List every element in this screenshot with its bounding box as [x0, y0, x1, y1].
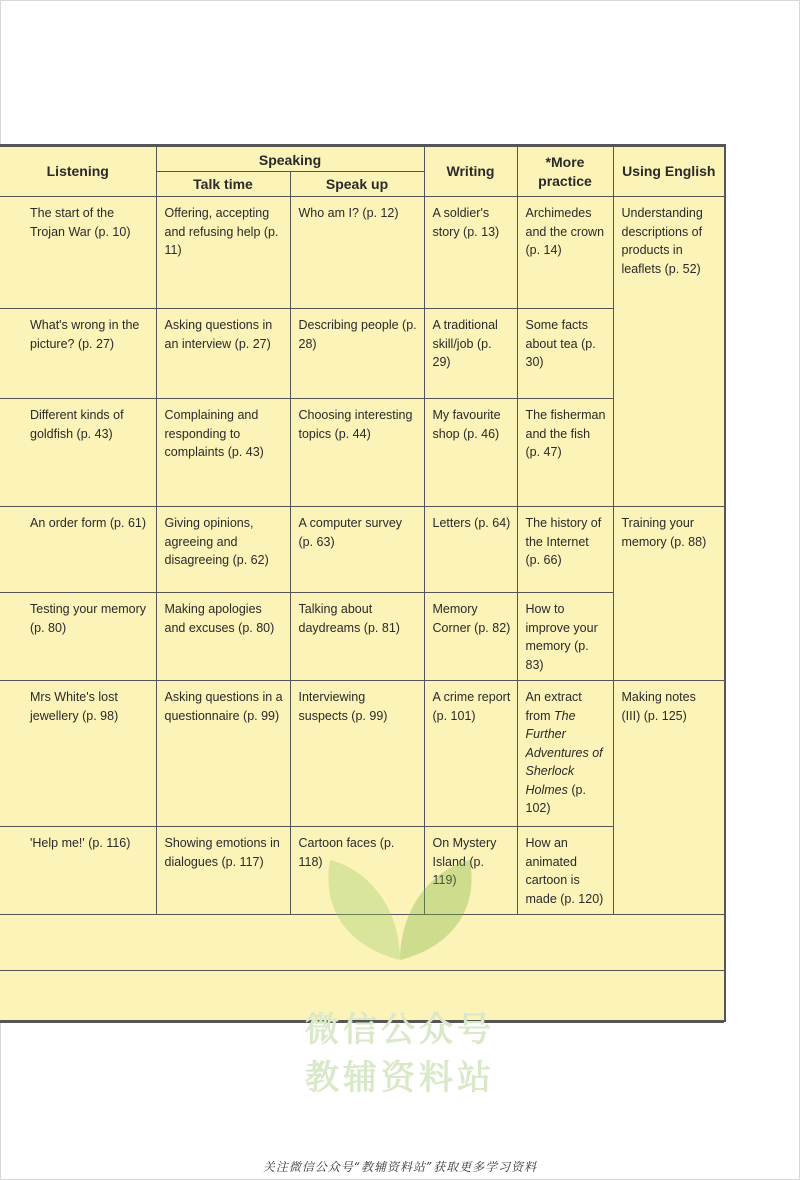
cell-listening: An order form (p. 61)	[0, 507, 156, 593]
cell-writing: A crime report (p. 101)	[424, 681, 517, 827]
cell-speak-up: Talking about daydreams (p. 81)	[290, 593, 424, 681]
header-talk-time: Talk time	[156, 172, 290, 197]
watermark-line2: 教辅资料站	[305, 1058, 495, 1098]
cell-writing: My favourite shop (p. 46)	[424, 399, 517, 507]
cell-listening: 'Help me!' (p. 116)	[0, 827, 156, 915]
cell-talk-time: Complaining and responding to complaints (p. 43)	[156, 399, 290, 507]
cell-speak-up: Interviewing suspects (p. 99)	[290, 681, 424, 827]
empty-cell	[0, 971, 724, 1023]
page-ref: (p. 102)	[525, 782, 586, 815]
cell-using-english: Understanding descriptions of products in leaflets (p. 52)	[613, 197, 724, 507]
header-speaking: Speaking	[156, 147, 424, 172]
watermark-line1: 微信公众号	[305, 1010, 495, 1050]
empty-row	[0, 915, 724, 971]
cell-listening: Testing your memory (p. 80)	[0, 593, 156, 681]
header-speak-up: Speak up	[290, 172, 424, 197]
cell-writing: Letters (p. 64)	[424, 507, 517, 593]
cell-more-practice: Archimedes and the crown (p. 14)	[517, 197, 613, 309]
cell-using-english: Making notes (III) (p. 125)	[613, 681, 724, 915]
cell-talk-time: Showing emotions in dialogues (p. 117)	[156, 827, 290, 915]
cell-writing: On Mystery Island (p. 119)	[424, 827, 517, 915]
cell-more-practice: How an animated cartoon is made (p. 120)	[517, 827, 613, 915]
cell-listening: What's wrong in the picture? (p. 27)	[0, 309, 156, 399]
book-title: The Further Adventures of Sherlock Holmes	[525, 708, 603, 797]
extract-intro: An extract from	[525, 690, 582, 723]
cell-talk-time: Offering, accepting and refusing help (p. 11)	[156, 197, 290, 309]
contents-table	[0, 146, 724, 1023]
table-row	[0, 197, 724, 309]
cell-talk-time: Asking questions in an interview (p. 27)	[156, 309, 290, 399]
cell-writing: Memory Corner (p. 82)	[424, 593, 517, 681]
header-listening: Listening	[0, 147, 156, 197]
empty-cell	[0, 915, 724, 971]
cell-more-practice: Some facts about tea (p. 30)	[517, 309, 613, 399]
cell-more-practice: The history of the Internet (p. 66)	[517, 507, 613, 593]
contents-sheet	[0, 144, 726, 1022]
empty-row	[0, 971, 724, 1023]
cell-talk-time: Making apologies and excuses (p. 80)	[156, 593, 290, 681]
footer-note: 关注微信公众号“教辅资料站”获取更多学习资料	[262, 1160, 538, 1174]
header-more-practice: *More practice	[517, 147, 613, 197]
cell-speak-up: Who am I? (p. 12)	[290, 197, 424, 309]
cell-writing: A soldier's story (p. 13)	[424, 197, 517, 309]
cell-listening: Mrs White's lost jewellery (p. 98)	[0, 681, 156, 827]
cell-writing: A traditional skill/job (p. 29)	[424, 309, 517, 399]
table-row	[0, 681, 724, 827]
cell-talk-time: Giving opinions, agreeing and disagreeing (p. 62)	[156, 507, 290, 593]
cell-using-english: Training your memory (p. 88)	[613, 507, 724, 681]
cell-speak-up: Choosing interesting topics (p. 44)	[290, 399, 424, 507]
cell-more-practice: The fisherman and the fish (p. 47)	[517, 399, 613, 507]
cell-speak-up: Describing people (p. 28)	[290, 309, 424, 399]
header-writing: Writing	[424, 147, 517, 197]
cell-listening: Different kinds of goldfish (p. 43)	[0, 399, 156, 507]
table-row	[0, 507, 724, 593]
cell-more-practice: How to improve your memory (p. 83)	[517, 593, 613, 681]
cell-speak-up: A computer survey (p. 63)	[290, 507, 424, 593]
cell-speak-up: Cartoon faces (p. 118)	[290, 827, 424, 915]
header-using-english: Using English	[613, 147, 724, 197]
cell-more-practice	[517, 681, 613, 827]
cell-talk-time: Asking questions in a questionnaire (p. 99)	[156, 681, 290, 827]
cell-listening: The start of the Trojan War (p. 10)	[0, 197, 156, 309]
